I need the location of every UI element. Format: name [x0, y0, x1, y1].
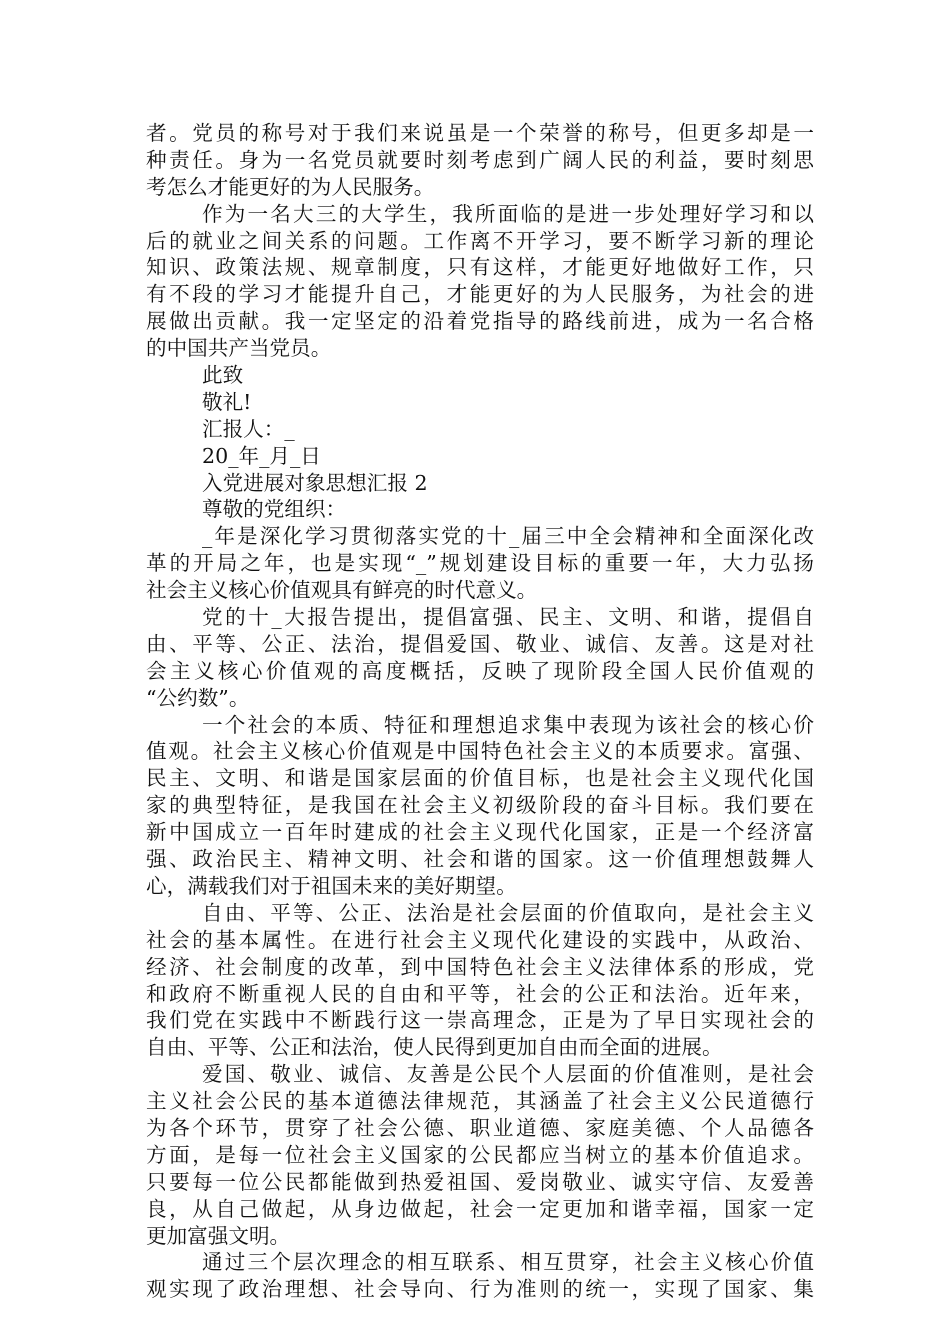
text-line: 尊敬的党组织： — [202, 497, 347, 522]
document-body — [146, 120, 814, 1303]
text-line: 革的开局之年，也是实现“_”规划建设目标的重要一年，大力弘扬 — [146, 551, 814, 576]
text-line: 值观。社会主义核心价值观是中国特色社会主义的本质要求。富强、 — [146, 739, 814, 764]
text-line: 有不段的学习才能提升自己，才能更好的为人民服务，为社会的进 — [146, 282, 814, 307]
text-line: 只要每一位公民都能做到热爱祖国、爱岗敬业、诚实守信、友爱善 — [146, 1169, 814, 1194]
text-line: 展做出贡献。我一定坚定的沿着党指导的路线前进，成为一名合格 — [146, 309, 814, 334]
text-line: 此致 — [202, 363, 244, 388]
text-line: 后的就业之间关系的问题。工作离不开学习，要不断学习新的理论 — [146, 228, 814, 253]
text-line: 者。党员的称号对于我们来说虽是一个荣誉的称号，但更多却是一 — [146, 121, 814, 145]
text-line: 家的典型特征，是我国在社会主义初级阶段的奋斗目标。我们要在 — [146, 793, 814, 818]
text-line: 考怎么才能更好的为人民服务。 — [146, 174, 435, 199]
text-line: 社会主义核心价值观具有鲜亮的时代意义。 — [146, 578, 538, 603]
text-line: 自由、平等、公正、法治是社会层面的价值取向，是社会主义 — [202, 900, 814, 925]
text-line: 观实现了政治理想、社会导向、行为准则的统一，实现了国家、集 — [146, 1277, 814, 1302]
text-line: 爱国、敬业、诚信、友善是公民个人层面的价值准则，是社会 — [202, 1062, 814, 1087]
text-line: 作为一名大三的大学生，我所面临的是进一步处理好学习和以 — [202, 201, 814, 226]
text-line: 知识、政策法规、规章制度，只有这样，才能更好地做好工作，只 — [146, 255, 814, 280]
text-line: 种责任。身为一名党员就要时刻考虑到广阔人民的利益，要时刻思 — [146, 147, 814, 172]
text-line: 心，满载我们对于祖国未来的美好期望。 — [146, 873, 517, 898]
text-line: 自由、平等、公正和法治，使人民得到更加自由而全面的进展。 — [146, 1035, 723, 1060]
text-line: 由、平等、公正、法治，提倡爱国、敬业、诚信、友善。这是对社 — [146, 631, 814, 656]
text-line: 的中国共产当党员。 — [146, 336, 332, 361]
text-line: 良，从自己做起，从身边做起，社会一定更加和谐幸福，国家一定 — [146, 1196, 814, 1221]
text-line: 和政府不断重视人民的自由和平等，社会的公正和法治。近年来， — [146, 981, 814, 1006]
text-line: 强、政治民主、精神文明、社会和谐的国家。这一价值理想鼓舞人 — [146, 847, 814, 872]
text-line: 党的十_大报告提出，提倡富强、民主、文明、和谐，提倡自 — [202, 605, 814, 630]
text-line: 经济、社会制度的改革，到中国特色社会主义法律体系的形成，党 — [146, 954, 814, 979]
text-line: _年是深化学习贯彻落实党的十_届三中全会精神和全面深化改 — [202, 524, 814, 549]
text-line: 通过三个层次理念的相互联系、相互贯穿，社会主义核心价值 — [202, 1250, 814, 1275]
text-line: 民主、文明、和谐是国家层面的价值目标，也是社会主义现代化国 — [146, 766, 814, 791]
text-line: 汇报人：_ — [202, 416, 295, 441]
text-line: 为各个环节，贯穿了社会公德、职业道德、家庭美德、个人品德各 — [146, 1115, 814, 1140]
text-line: 主义社会公民的基本道德法律规范，其涵盖了社会主义公民道德行 — [146, 1089, 814, 1114]
text-line: “公约数”。 — [146, 685, 250, 710]
text-line: 新中国成立一百年时建成的社会主义现代化国家，正是一个经济富 — [146, 820, 814, 845]
text-line: 更加富强文明。 — [146, 1223, 291, 1248]
text-line: 敬礼! — [202, 389, 252, 414]
text-line: 社会的基本属性。在进行社会主义现代化建设的实践中，从政治、 — [146, 927, 814, 952]
text-line: 一个社会的本质、特征和理想追求集中表现为该社会的核心价 — [202, 712, 814, 737]
text-line: 会主义核心价值观的高度概括，反映了现阶段全国人民价值观的 — [146, 658, 814, 683]
text-line: 方面，是每一位社会主义国家的公民都应当树立的基本价值追求。 — [146, 1142, 814, 1167]
text-line: 我们党在实践中不断践行这一崇高理念，正是为了早日实现社会的 — [146, 1008, 814, 1033]
text-line: 20_年_月_日 — [202, 443, 321, 468]
text-line: 入党进展对象思想汇报 2 — [202, 470, 428, 495]
